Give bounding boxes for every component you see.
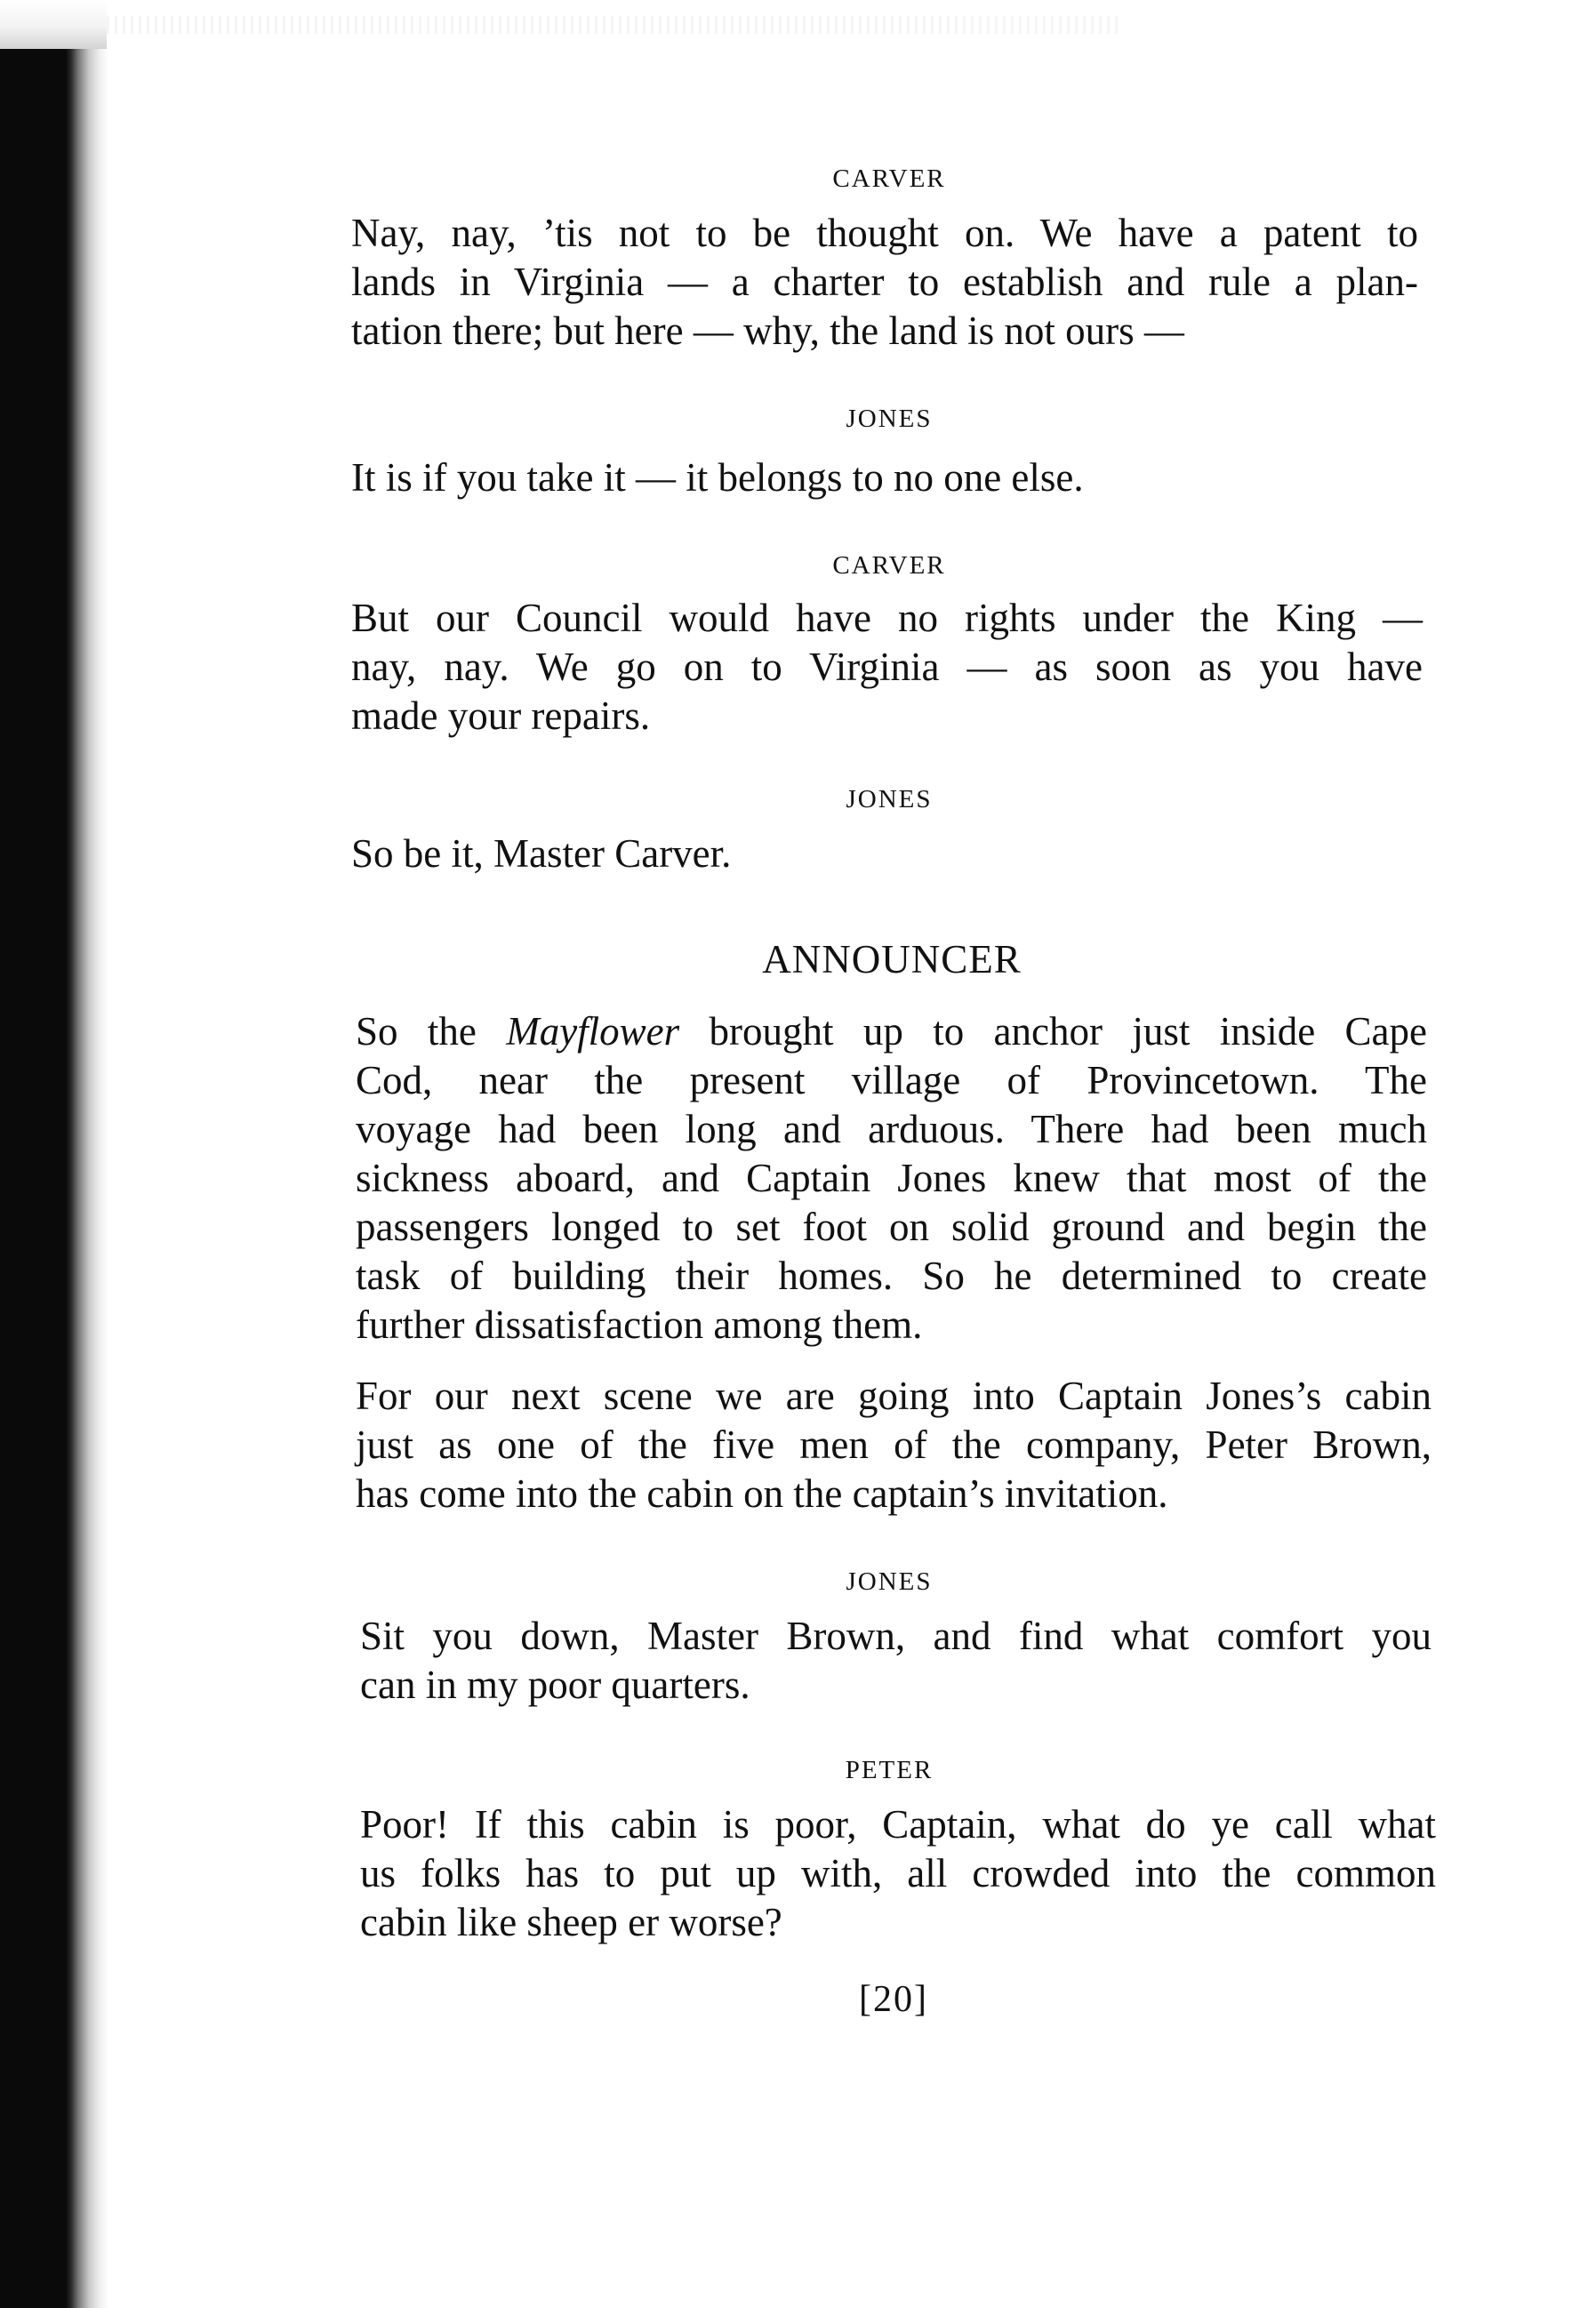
narration-text: brought up to anchor just inside Cape: [679, 1009, 1427, 1054]
dialogue-line: Poor! If this cabin is poor, Captain, what do ye call what: [360, 1802, 1436, 1847]
narration-line: has come into the cabin on the captain’s invitation.: [356, 1471, 1168, 1516]
binding-shadow-top: [0, 0, 107, 53]
narration-line: [356, 1007, 1427, 1056]
narration-line: passengers longed to set foot on solid ground and begin the: [356, 1205, 1427, 1249]
dialogue-line: nay, nay. We go on to Virginia — as soon as you have: [351, 645, 1423, 689]
narration-line: just as one of the five men of the company, Peter Brown,: [356, 1422, 1432, 1467]
dialogue-line: Sit you down, Master Brown, and find what comfort you: [360, 1614, 1432, 1658]
dialogue-line: cabin like sheep er worse?: [360, 1900, 782, 1944]
dialogue-line: can in my poor quarters.: [360, 1663, 750, 1707]
dialogue-line: So be it, Master Carver.: [351, 831, 732, 876]
speaker-jones: JONES: [846, 785, 933, 813]
speaker-peter: PETER: [845, 1756, 934, 1784]
dialogue-line: Nay, nay, ’tis not to be thought on. We have a patent to: [351, 211, 1418, 255]
dialogue-line: tation there; but here — why, the land is not ours —: [351, 309, 1184, 353]
speaker-carver: CARVER: [832, 164, 946, 193]
dialogue-line: lands in Virginia — a charter to establish and rule a plan-: [351, 260, 1418, 304]
dialogue-line: made your repairs.: [351, 693, 651, 738]
speaker-carver: CARVER: [832, 551, 946, 580]
narration-text: So the: [356, 1009, 507, 1054]
narration-line: sickness aboard, and Captain Jones knew that most of the: [356, 1156, 1427, 1200]
scan-noise: [107, 16, 1120, 34]
narration-line: Cod, near the present village of Provincetown. The: [356, 1058, 1427, 1102]
dialogue-line: But our Council would have no rights under the King —: [351, 596, 1423, 640]
page-number: [20]: [859, 1979, 928, 2020]
speaker-jones: JONES: [846, 405, 933, 433]
dialogue-line: us folks has to put up with, all crowded into the common: [360, 1851, 1436, 1895]
book-binding-edge: [0, 49, 108, 2308]
ship-name: Mayflower: [506, 1009, 680, 1054]
section-heading-announcer: ANNOUNCER: [762, 937, 1022, 982]
narration-line: For our next scene we are going into Captain Jones’s cabin: [356, 1374, 1432, 1418]
dialogue-line: It is if you take it — it belongs to no one else.: [351, 455, 1084, 500]
narration-line: voyage had been long and arduous. There had been much: [356, 1107, 1427, 1151]
narration-line: further dissatisfaction among them.: [356, 1302, 923, 1347]
narration-line: task of building their homes. So he determined to create: [356, 1254, 1427, 1298]
speaker-jones: JONES: [846, 1567, 933, 1596]
